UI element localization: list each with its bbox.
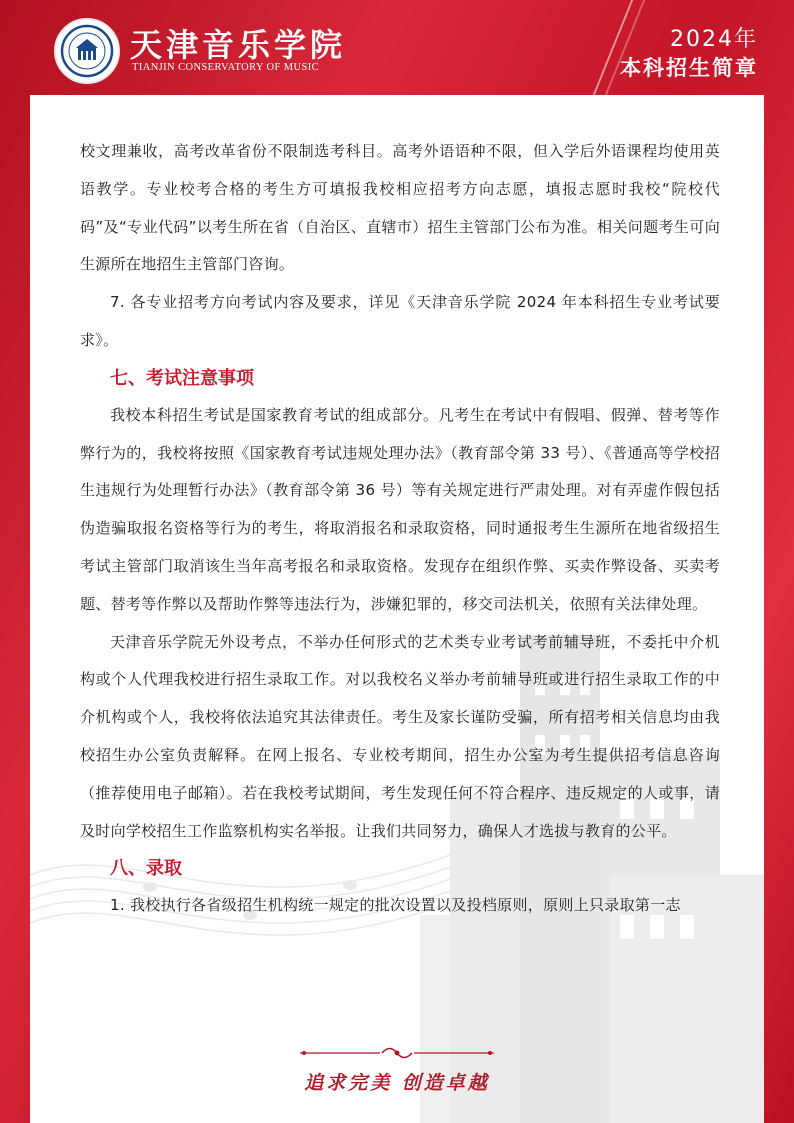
school-name-chinese: 天津音乐学院 (130, 26, 347, 64)
footer-slogan: 追求完美 创造卓越 (304, 1072, 490, 1094)
divider-ornament-icon (300, 1042, 494, 1064)
header-year: 2024年 (670, 27, 758, 52)
paragraph: 1. 我校执行各省级招生机构统一规定的批次设置以及投档原则，原则上只录取第一志 (110, 896, 681, 915)
page-content-area (30, 95, 764, 1123)
page-header (0, 0, 794, 95)
header-title: 本科招生简章 (620, 56, 758, 80)
school-seal-icon (54, 18, 120, 84)
paragraph: 校文理兼收，高考改革省份不限制选考科目。高考外语语种不限，但入学后外语课程均使用英语教学。专业校考合格的考生方可填报我校相应招考方向志愿，填报志愿时我校“院校代码”及“专业代码”以考生所在省（自治区、直辖市）招生主管部门公布为准。相关问题考生可向生源所在地招生主管部门咨询。 (80, 142, 720, 274)
paragraph: 7. 各专业招考方向考试内容及要求，详见《天津音乐学院 2024 年本科招生专业考试要求》。 (80, 293, 720, 349)
page-footer (30, 1030, 764, 1123)
school-name-english: TIANJIN CONSERVATORY OF MUSIC (132, 62, 320, 73)
section-heading: 八、录取 (110, 858, 182, 880)
paragraph: 我校本科招生考试是国家教育考试的组成部分。凡考生在考试中有假唱、假弹、替考等作弊行为的，我校将按照《国家教育考试违规处理办法》（教育部令第 33 号）、《普通高等学校招生违规行为处理暂行办法》（教育部令第 36 号）等有关规定进行严肃处理。对有弄虚作假包括伪造骗取报名资格等行为的考生，将取消报名和录取资格，同时通报考生生源所在地省级招生考试主管部门取消该生当年高考报名和录取资格。发现存在组织作弊、买卖作弊设备、买卖考题、替考等作弊以及帮助作弊等违法行为，涉嫌犯罪的，移交司法机关，依照有关法律处理。 (80, 405, 720, 613)
paragraph: 天津音乐学院无外设考点，不举办任何形式的艺术类专业考试考前辅导班，不委托中介机构或个人代理我校进行招生录取工作。对以我校名义举办考前辅导班或进行招生录取工作的中介机构或个人，我校将依法追究其法律责任。考生及家长谨防受骗，所有招考相关信息均由我校招生办公室负责解释。在网上报名、专业校考期间，招生办公室为考生提供招考信息咨询（推荐使用电子邮箱）。若在我校考试期间，考生发现任何不符合程序、违反规定的人或事，请及时向学校招生工作监察机构实名举报。让我们共同努力，确保人才选拔与教育的公平。 (80, 632, 720, 840)
section-heading: 七、考试注意事项 (110, 367, 254, 389)
body-text (80, 133, 720, 925)
